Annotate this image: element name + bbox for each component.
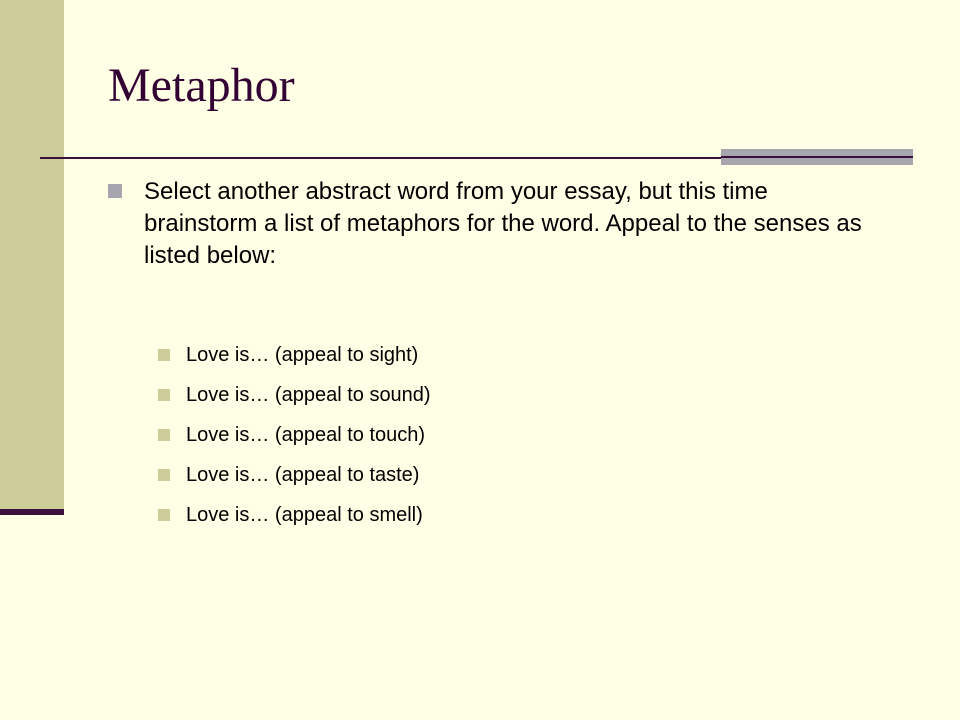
sidebar-accent-line	[0, 509, 64, 515]
list-item-text: Love is… (appeal to touch)	[186, 424, 426, 446]
bullet-square-icon	[158, 429, 170, 441]
bullet-square-icon	[158, 389, 170, 401]
list-item-text: Love is… (appeal to smell)	[186, 504, 423, 526]
bullet-square-icon	[158, 469, 170, 481]
sidebar-decoration	[0, 0, 64, 512]
bullet-square-icon	[158, 349, 170, 361]
main-bullet-text: Select another abstract word from your essay, but this time brainstorm a list of metaphors for the word. Appeal to the senses as listed below:	[144, 178, 862, 269]
bullet-square-icon	[108, 184, 122, 198]
bullet-square-icon	[158, 509, 170, 521]
slide-title: Metaphor	[108, 59, 295, 112]
list-item-text: Love is… (appeal to taste)	[186, 464, 420, 486]
title-divider-accent-line	[721, 156, 913, 158]
list-item-text: Love is… (appeal to sound)	[186, 384, 431, 406]
list-item-text: Love is… (appeal to sight)	[186, 344, 419, 366]
